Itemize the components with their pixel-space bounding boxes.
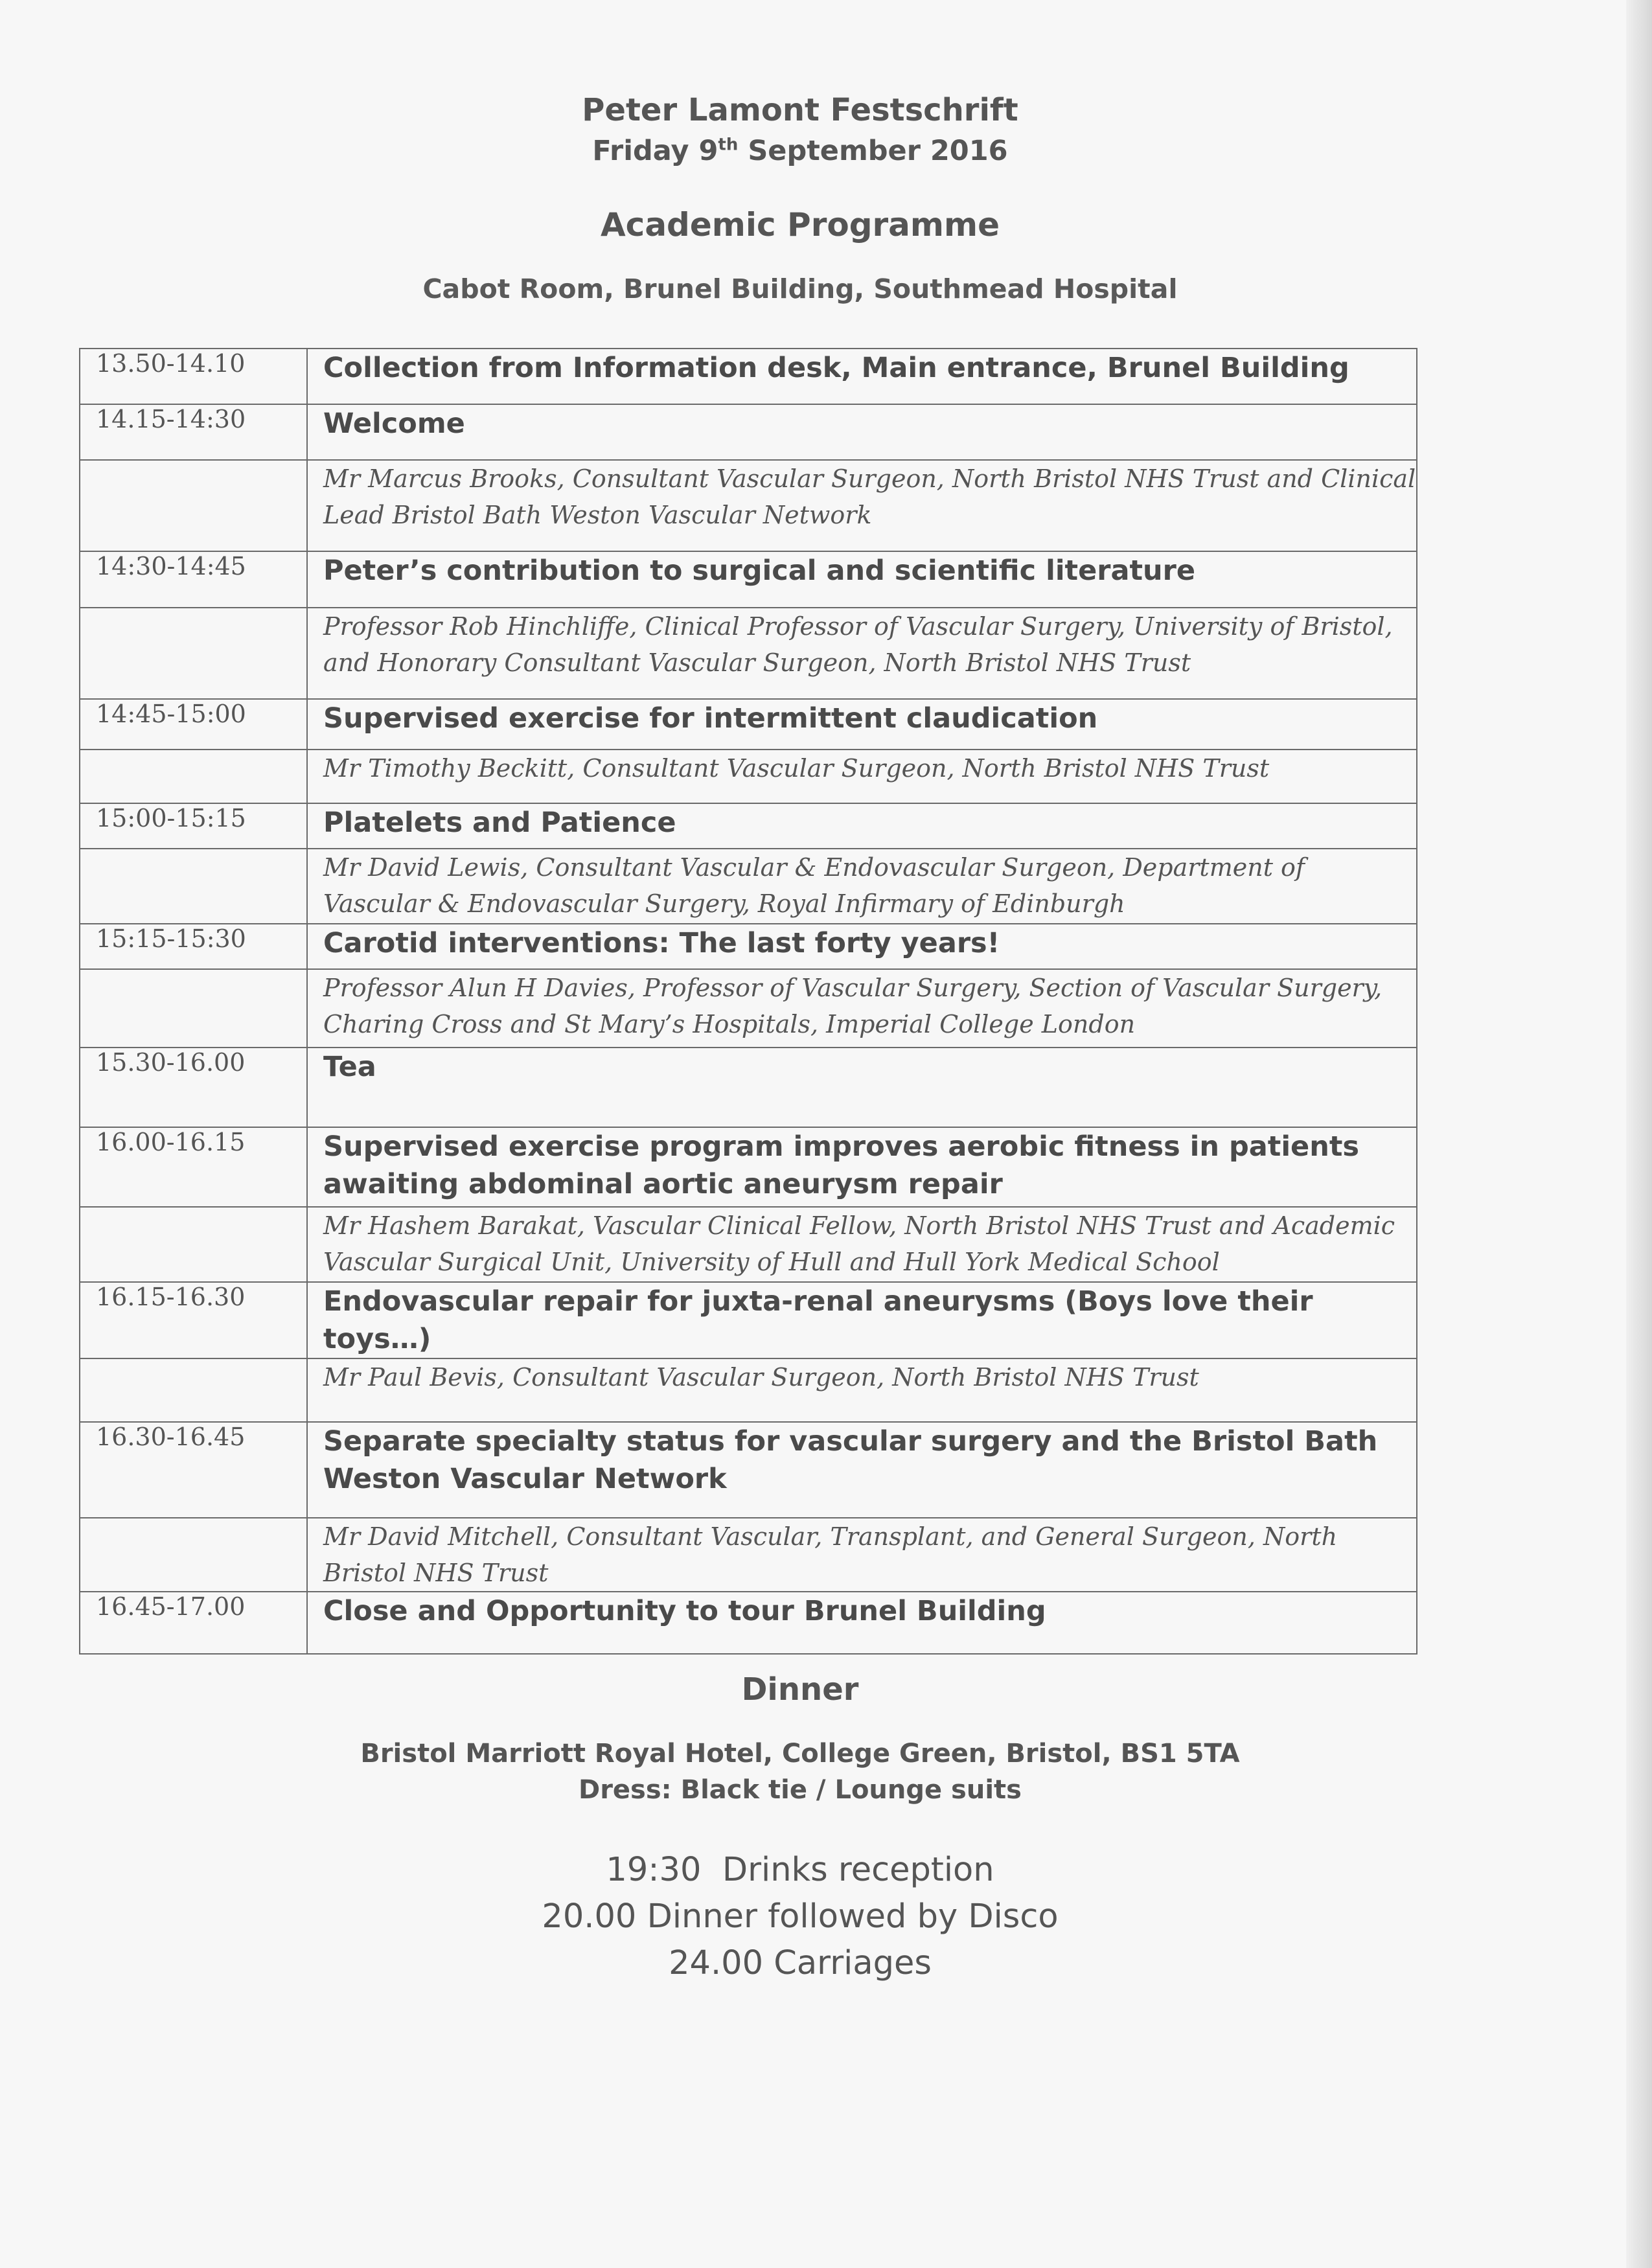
session-time: 16.15-16.30	[80, 1282, 307, 1358]
session-title: Welcome	[307, 404, 1417, 460]
dinner-heading: Dinner	[741, 1671, 859, 1708]
session-speaker: Mr David Mitchell, Consultant Vascular, Transplant, and General Surgeon, North Bristol NHS Trust	[307, 1518, 1417, 1592]
session-speaker: Mr Timothy Beckitt, Consultant Vascular Surgeon, North Bristol NHS Trust	[307, 750, 1417, 803]
session-time: 14.15-14:30	[80, 404, 307, 460]
table-row	[80, 1282, 1417, 1358]
table-row	[80, 924, 1417, 969]
dinner-schedule-item: 20.00 Dinner followed by Disco	[542, 1897, 1059, 1936]
document-title: Peter Lamont Festschrift	[582, 92, 1018, 128]
table-row	[80, 969, 1417, 1048]
table-row	[80, 803, 1417, 849]
empty-time-cell	[80, 1358, 307, 1422]
programme-venue: Cabot Room, Brunel Building, Southmead Hospital	[422, 273, 1178, 304]
table-row	[80, 1358, 1417, 1422]
table-row	[80, 349, 1417, 404]
empty-time-cell	[80, 608, 307, 699]
empty-time-cell	[80, 969, 307, 1048]
session-title: Platelets and Patience	[307, 803, 1417, 849]
session-speaker: Mr Hashem Barakat, Vascular Clinical Fellow, North Bristol NHS Trust and Academic Vascular Surgical Unit, University of Hull and Hull York Medical School	[307, 1207, 1417, 1282]
scan-page-edge	[1626, 0, 1652, 2268]
session-time: 16.00-16.15	[80, 1127, 307, 1207]
table-row	[80, 1048, 1417, 1127]
session-time: 15:15-15:30	[80, 924, 307, 969]
session-title: Supervised exercise for intermittent claudication	[307, 699, 1417, 750]
date-rest: September 2016	[738, 135, 1008, 167]
session-title: Separate specialty status for vascular surgery and the Bristol Bath Weston Vascular Network	[307, 1422, 1417, 1518]
table-row	[80, 1422, 1417, 1518]
empty-time-cell	[80, 1207, 307, 1282]
session-title: Supervised exercise program improves aerobic fitness in patients awaiting abdominal aortic aneurysm repair	[307, 1127, 1417, 1207]
session-title: Tea	[307, 1048, 1417, 1127]
empty-time-cell	[80, 460, 307, 551]
empty-time-cell	[80, 750, 307, 803]
table-row	[80, 1592, 1417, 1654]
session-title: Close and Opportunity to tour Brunel Building	[307, 1592, 1417, 1654]
session-time: 14:30-14:45	[80, 551, 307, 608]
dress-code: Dress: Black tie / Lounge suits	[579, 1775, 1022, 1805]
table-row	[80, 608, 1417, 699]
empty-time-cell	[80, 849, 307, 924]
dinner-venue: Bristol Marriott Royal Hotel, College Green, Bristol, BS1 5TA	[360, 1739, 1240, 1769]
empty-time-cell	[80, 1518, 307, 1592]
programme-table	[79, 348, 1417, 1655]
session-time: 13.50-14.10	[80, 349, 307, 404]
table-row	[80, 1207, 1417, 1282]
session-title: Peter’s contribution to surgical and scientific literature	[307, 551, 1417, 608]
event-date	[0, 135, 1600, 167]
session-time: 16.30-16.45	[80, 1422, 307, 1518]
session-speaker: Mr Marcus Brooks, Consultant Vascular Surgeon, North Bristol NHS Trust and Clinical Lead Bristol Bath Weston Vascular Network	[307, 460, 1417, 551]
table-row	[80, 1127, 1417, 1207]
table-row	[80, 849, 1417, 924]
table-row	[80, 404, 1417, 460]
session-time: 14:45-15:00	[80, 699, 307, 750]
session-time: 15.30-16.00	[80, 1048, 307, 1127]
date-ordinal: th	[718, 135, 739, 155]
session-time: 16.45-17.00	[80, 1592, 307, 1654]
session-title: Carotid interventions: The last forty years!	[307, 924, 1417, 969]
table-row	[80, 699, 1417, 750]
table-row	[80, 1518, 1417, 1592]
session-time: 15:00-15:15	[80, 803, 307, 849]
session-title: Endovascular repair for juxta-renal aneurysms (Boys love their toys…)	[307, 1282, 1417, 1358]
session-speaker: Professor Alun H Davies, Professor of Vascular Surgery, Section of Vascular Surgery, Charing Cross and St Mary’s Hospitals, Imperial College London	[307, 969, 1417, 1048]
dinner-schedule-item: 19:30 Drinks reception	[606, 1851, 994, 1889]
table-row	[80, 750, 1417, 803]
table-row	[80, 551, 1417, 608]
session-speaker: Professor Rob Hinchliffe, Clinical Professor of Vascular Surgery, University of Bristol, and Honorary Consultant Vascular Surgeon, North Bristol NHS Trust	[307, 608, 1417, 699]
session-title: Collection from Information desk, Main entrance, Brunel Building	[307, 349, 1417, 404]
session-speaker: Mr Paul Bevis, Consultant Vascular Surgeon, North Bristol NHS Trust	[307, 1358, 1417, 1422]
table-row	[80, 460, 1417, 551]
session-speaker: Mr David Lewis, Consultant Vascular & Endovascular Surgeon, Department of Vascular & Endovascular Surgery, Royal Infirmary of Edinburgh	[307, 849, 1417, 924]
dinner-schedule-item: 24.00 Carriages	[669, 1944, 932, 1982]
date-prefix: Friday 9	[592, 135, 718, 167]
programme-heading: Academic Programme	[600, 206, 1000, 244]
